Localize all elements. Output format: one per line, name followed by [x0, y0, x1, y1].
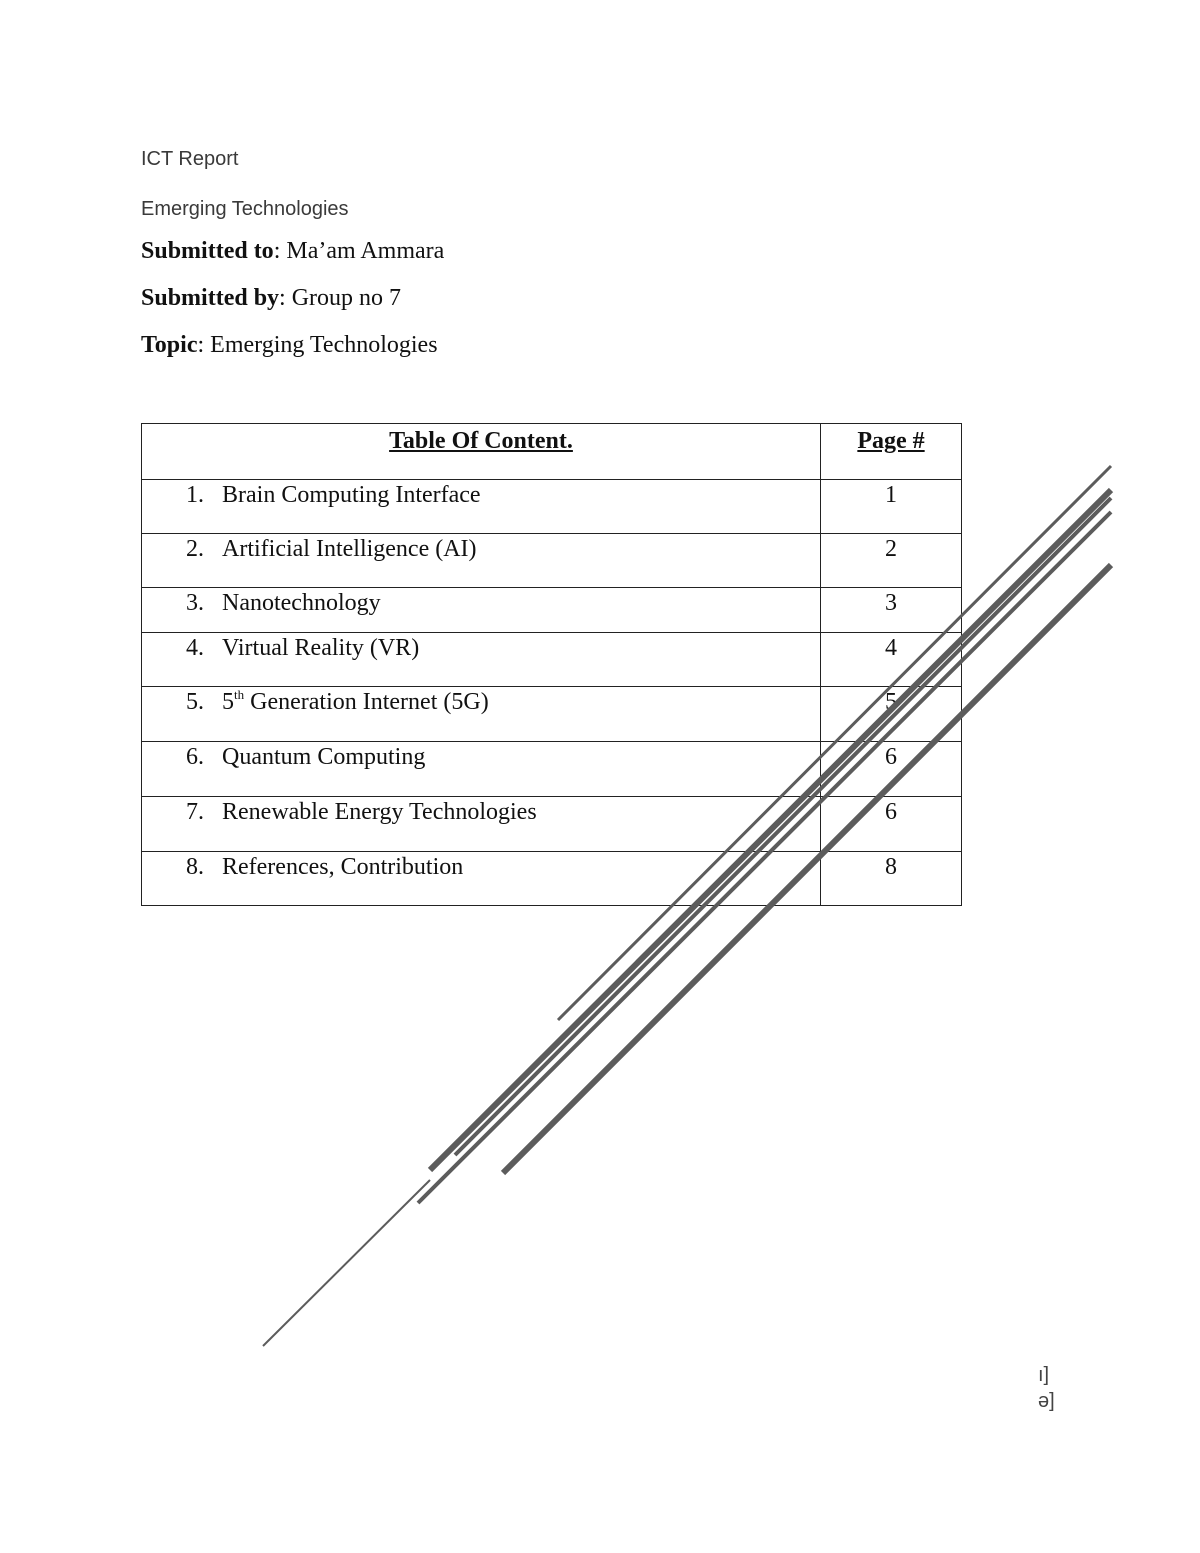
- toc-entry-text: Renewable Energy Technologies: [222, 799, 537, 825]
- toc-entry-number: 5.: [186, 689, 204, 715]
- topic-label: Topic: [141, 332, 198, 358]
- submitted-to-label: Submitted to: [141, 238, 274, 264]
- toc-entry-superscript: th: [234, 687, 245, 702]
- decor-line: [263, 1180, 430, 1346]
- toc-entry-page: 6: [821, 742, 962, 797]
- report-subtitle: Emerging Technologies: [141, 198, 349, 220]
- decor-line: [430, 490, 1111, 1170]
- footer-fragment: ı]: [1038, 1364, 1050, 1386]
- toc-entry-text: Virtual Reality (VR): [222, 635, 420, 661]
- decor-line-group: [263, 466, 1111, 1346]
- report-title: ICT Report: [141, 148, 239, 170]
- toc-entry-page: 2: [821, 534, 962, 588]
- toc-entry-text: Nanotechnology: [222, 590, 381, 616]
- toc-entry-number: 1.: [186, 482, 204, 508]
- colon: :: [273, 238, 287, 264]
- toc-entry-number: 7.: [186, 799, 204, 825]
- toc-entry-page: 3: [821, 588, 962, 633]
- toc-entry-page: 5: [821, 687, 962, 742]
- submitted-by-label: Submitted by: [141, 285, 280, 311]
- submitted-by-value: Group no 7: [291, 285, 402, 311]
- toc-entry-page: 4: [821, 633, 962, 687]
- submitted-to-value: Ma’am Ammara: [286, 238, 445, 264]
- topic-value: Emerging Technologies: [210, 332, 438, 358]
- toc-entry-number: 3.: [186, 590, 204, 616]
- decor-line: [418, 512, 1111, 1203]
- decor-line: [558, 466, 1111, 1020]
- toc-entry-number: 6.: [186, 744, 204, 770]
- toc-header-title: Table Of Content.: [142, 424, 821, 480]
- toc-entry-number: 2.: [186, 536, 204, 562]
- toc-entry-page: 8: [821, 852, 962, 906]
- toc-entry-number: 4.: [186, 635, 204, 661]
- toc-entry-page: 6: [821, 797, 962, 852]
- toc-entry-text: Artificial Intelligence (AI): [222, 536, 477, 562]
- decor-line: [455, 498, 1111, 1155]
- toc-entry-text-post: Generation Internet (5G): [244, 689, 489, 715]
- colon: :: [197, 332, 211, 358]
- toc-entry-page: 1: [821, 480, 962, 534]
- toc-entry-text: Quantum Computing: [222, 744, 426, 770]
- toc-entry-text: References, Contribution: [222, 854, 464, 880]
- toc-header-page: Page #: [821, 424, 962, 480]
- footer-fragment: ə]: [1038, 1390, 1055, 1412]
- toc-entry-text: Brain Computing Interface: [222, 482, 481, 508]
- colon: :: [279, 285, 292, 311]
- toc-entry-number: 8.: [186, 854, 204, 880]
- toc-entry-text-pre: 5: [222, 689, 234, 715]
- decor-line: [503, 565, 1111, 1173]
